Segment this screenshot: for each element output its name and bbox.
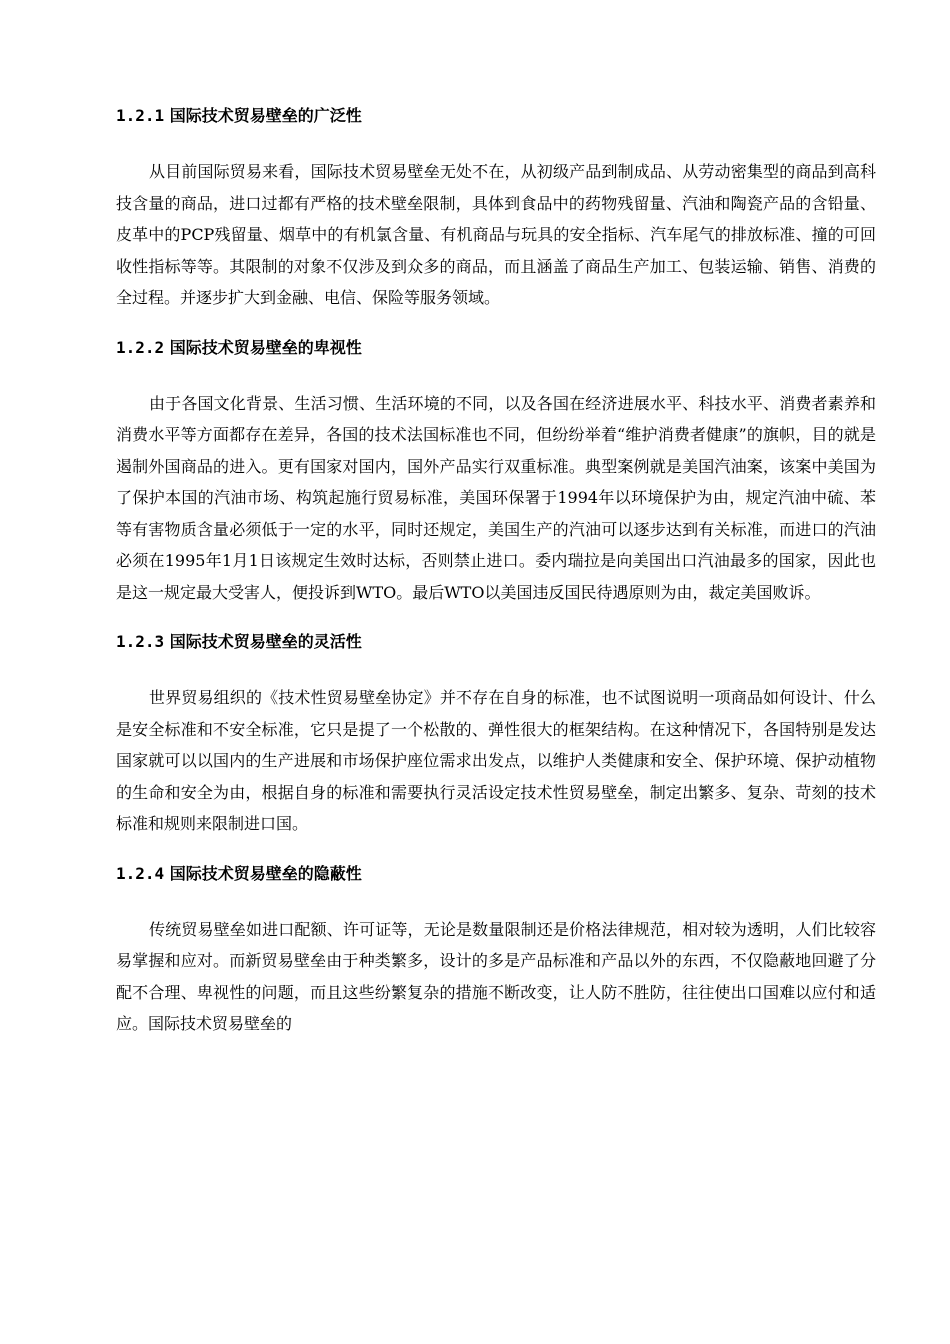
section-1-2-2	[116, 336, 876, 609]
section-1-2-3	[116, 630, 876, 840]
section-heading	[116, 630, 876, 654]
section-body: 由于各国文化背景、生活习惯、生活环境的不同，以及各国在经济进展水平、科技水平、消费者素养和消费水平等方面都存在差异，各国的技术法国标准也不同，但纷纷举着“维护消费者健康”的旗帜，目的就是遏制外国商品的进入。更有国家对国内，国外产品实行双重标准。典型案例就是美国汽油案，该案中美国为了保护本国的汽油市场、构筑起施行贸易标准，美国环保署于1994年以环境保护为由，规定汽油中硫、苯等有害物质含量必须低于一定的水平，同时还规定，美国生产的汽油可以逐步达到有关标准，而进口的汽油必须在1995年1月1日该规定生效时达标，否则禁止进口。委内瑞拉是向美国出口汽油最多的国家，因此也是这一规定最大受害人，便投诉到WTO。最后WTO以美国违反国民待遇原则为由，裁定美国败诉。	[116, 393, 876, 602]
section-heading	[116, 336, 876, 360]
section-body: 从目前国际贸易来看，国际技术贸易壁垒无处不在，从初级产品到制成品、从劳动密集型的商品到高科技含量的商品，进口过都有严格的技术壁垒限制，具体到食品中的药物残留量、汽油和陶瓷产品的含铅量、皮革中的PCP残留量、烟草中的有机氯含量、有机商品与玩具的安全指标、汽车尾气的排放标准、撞的可回收性指标等等。其限制的对象不仅涉及到众多的商品，而且涵盖了商品生产加工、包装运输、销售、消费的全过程。并逐步扩大到金融、电信、保险等服务领域。	[116, 162, 876, 307]
section-body: 世界贸易组织的《技术性贸易壁垒协定》并不存在自身的标准，也不试图说明一项商品如何设计、什么是安全标准和不安全标准，它只是提了一个松散的、弹性很大的框架结构。在这种情况下，各国特别是发达国家就可以以国内的生产进展和市场保护座位需求出发点，以维护人类健康和安全、保护环境、保护动植物的生命和安全为由，根据自身的标准和需要执行灵活设定技术性贸易壁垒，制定出繁多、复杂、苛刻的技术标准和规则来限制进口国。	[116, 688, 876, 833]
section-number: 1.2.3	[116, 632, 165, 651]
section-heading	[116, 104, 876, 128]
section-title: 国际技术贸易壁垒的隐蔽性	[169, 863, 362, 883]
section-number: 1.2.2	[116, 337, 165, 357]
section-title: 国际技术贸易壁垒的卑视性	[169, 337, 362, 357]
section-body: 传统贸易壁垒如进口配额、许可证等，无论是数量限制还是价格法律规范，相对较为透明，人们比较容易掌握和应对。而新贸易壁垒由于种类繁多，设计的多是产品标准和产品以外的东西，不仅隐蔽地回避了分配不合理、卑视性的问题，而且这些纷繁复杂的措施不断改变，让人防不胜防，往往使出口国难以应付和适应。国际技术贸易壁垒的	[116, 919, 876, 1033]
section-number: 1.2.4	[116, 863, 165, 883]
section-number: 1.2.1	[116, 106, 165, 125]
document-page	[116, 104, 876, 1062]
section-title: 国际技术贸易壁垒的广泛性	[169, 106, 362, 125]
section-1-2-1	[116, 104, 876, 314]
section-1-2-4	[116, 862, 876, 1040]
section-heading	[116, 862, 876, 886]
section-title: 国际技术贸易壁垒的灵活性	[169, 632, 362, 651]
